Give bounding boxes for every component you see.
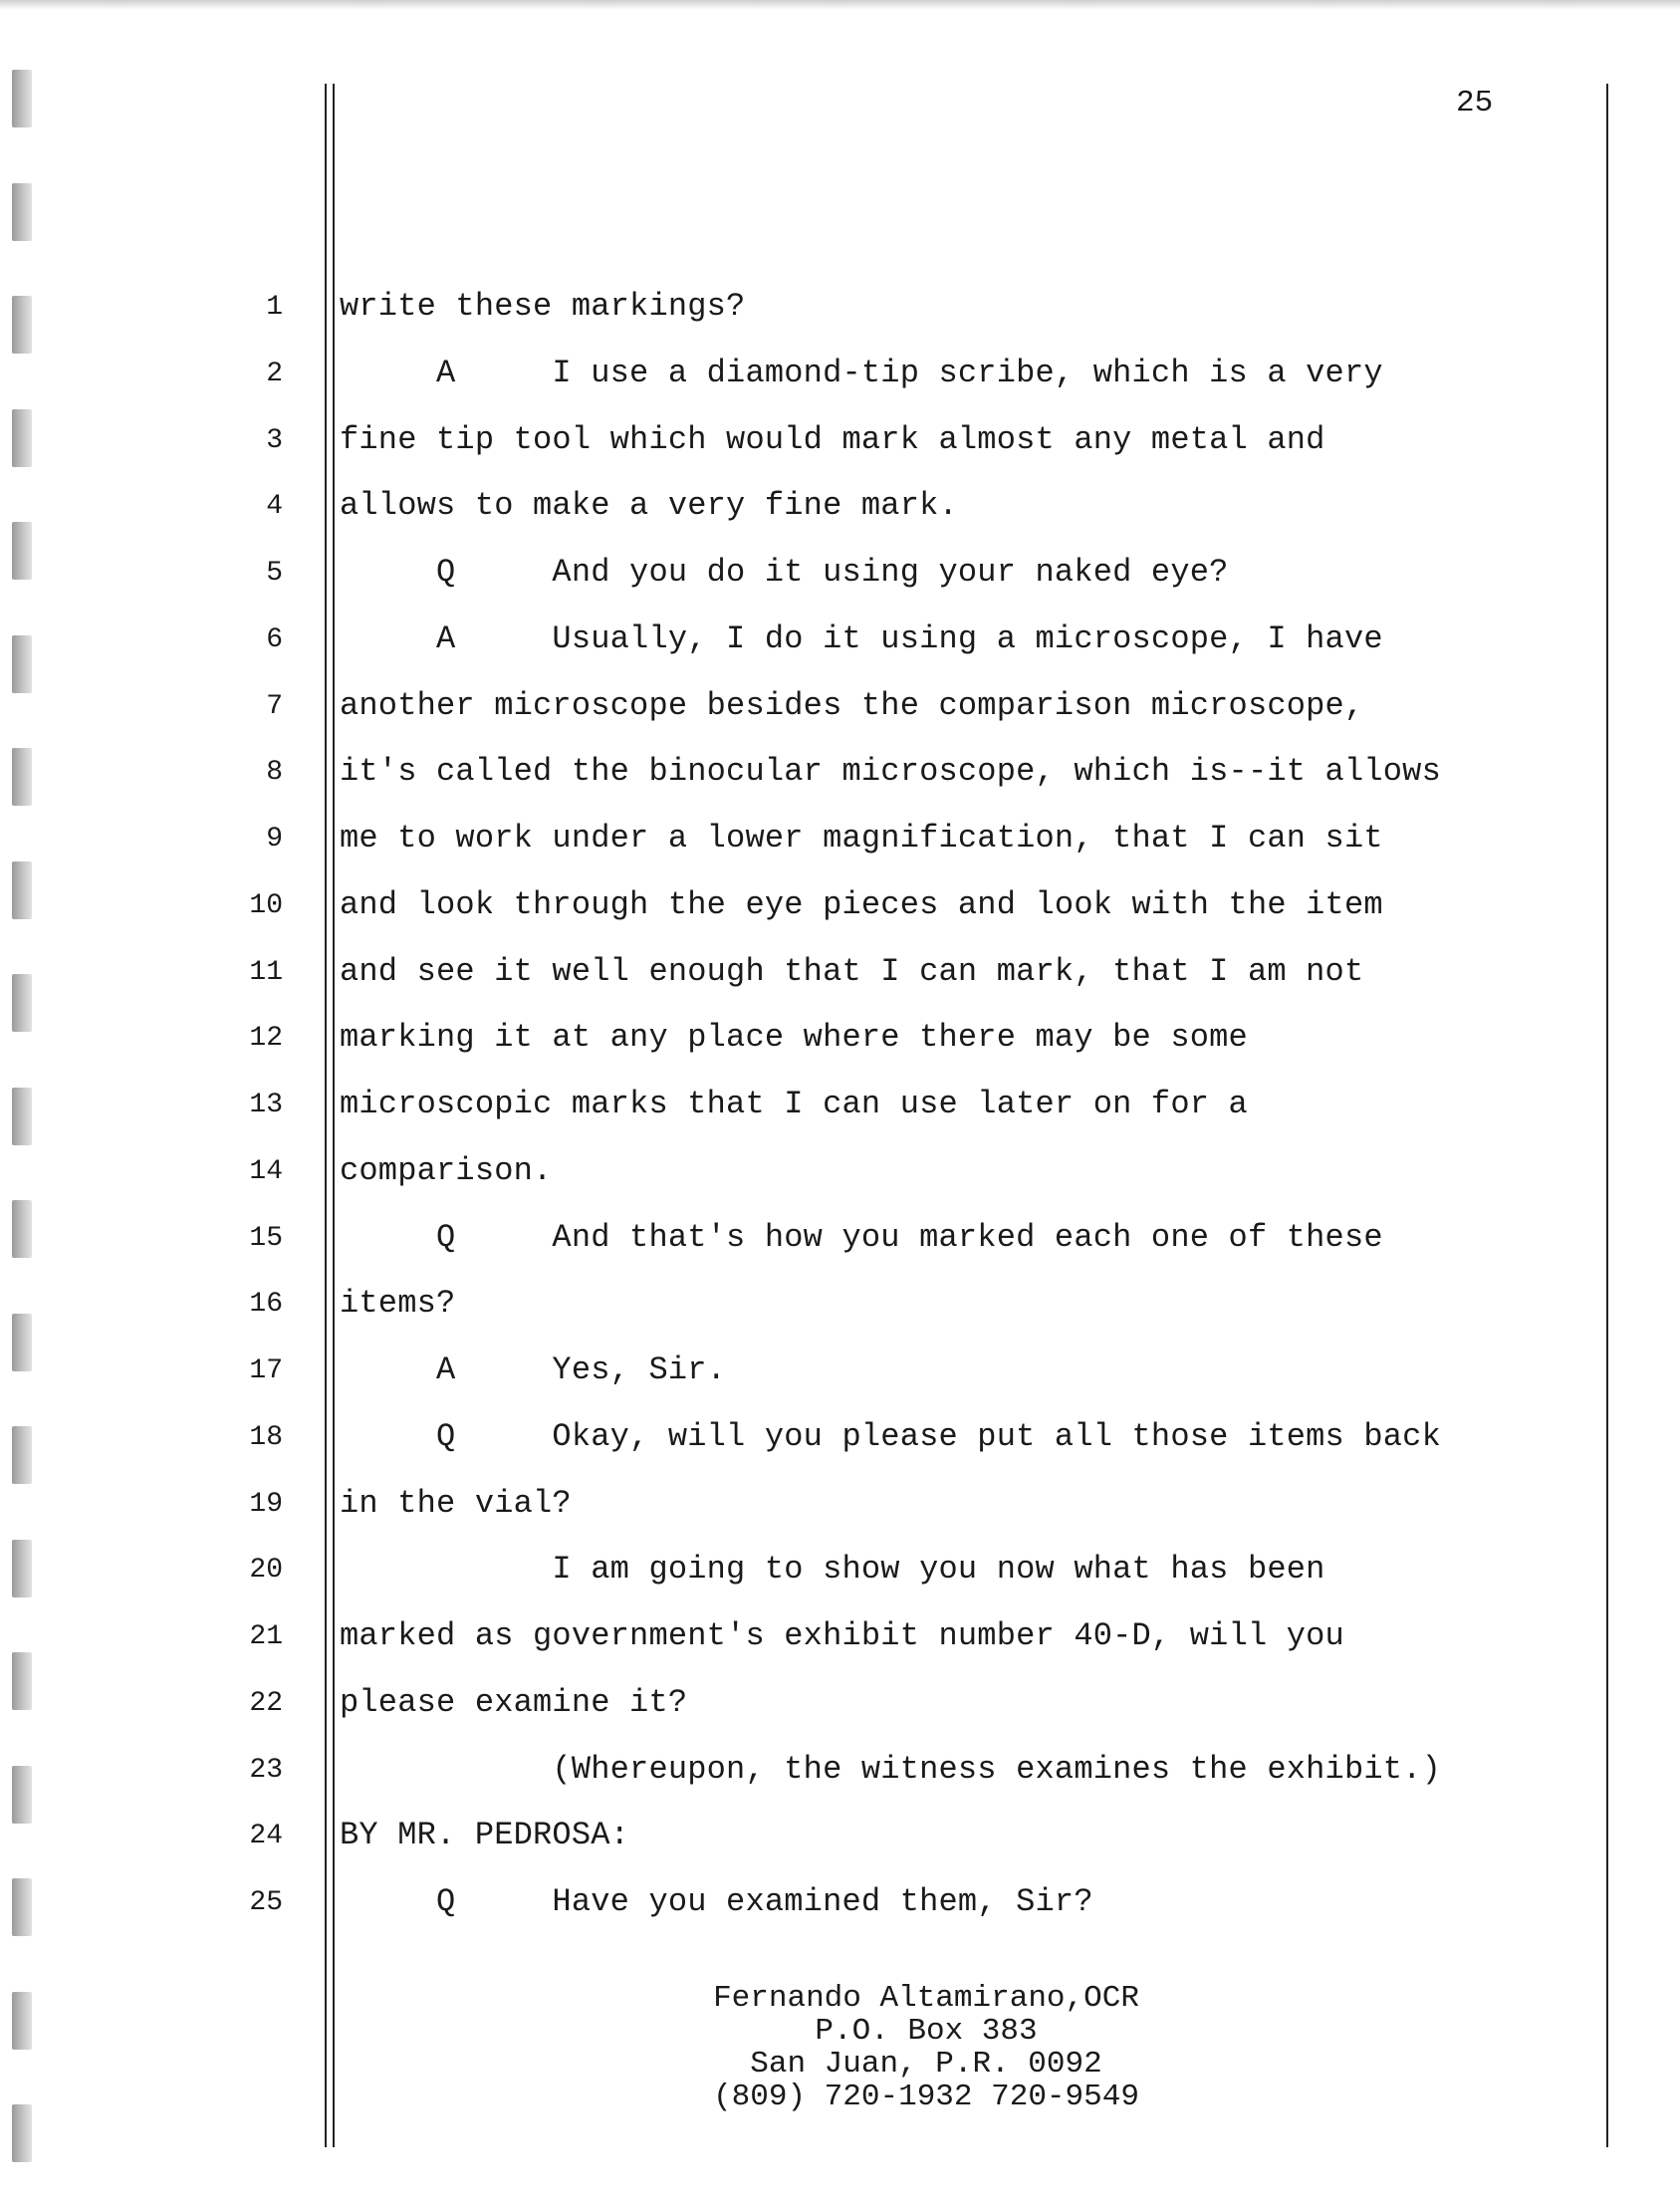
transcript-line: marking it at any place where there may be some (340, 1019, 1248, 1056)
binder-hole (12, 748, 32, 806)
reporter-city: San Juan, P.R. 0092 (750, 2047, 1102, 2082)
binder-hole (12, 635, 32, 693)
scan-top-edge (0, 0, 1680, 10)
binder-hole (12, 861, 32, 919)
transcript-line: microscopic marks that I can use later on for a (340, 1086, 1248, 1122)
line-number: 10 (249, 890, 283, 921)
reporter-po-box: P.O. Box 383 (815, 2014, 1038, 2049)
binder-hole (12, 522, 32, 580)
transcript-line: Q And that's how you marked each one of these (340, 1219, 1383, 1256)
line-number: 5 (266, 558, 283, 589)
binder-hole (12, 296, 32, 354)
line-number: 22 (249, 1688, 283, 1719)
line-number: 21 (249, 1621, 283, 1652)
transcript-line: and see it well enough that I can mark, that I am not (340, 953, 1364, 990)
page-number: 25 (1456, 86, 1494, 121)
reporter-name: Fernando Altamirano,OCR (713, 1981, 1139, 2016)
transcript-line: A Usually, I do it using a microscope, I have (340, 620, 1383, 657)
line-number: 15 (249, 1223, 283, 1254)
line-number: 12 (249, 1023, 283, 1054)
reporter-phones: (809) 720-1932 720-9549 (713, 2080, 1139, 2114)
binder-hole (12, 1878, 32, 1936)
line-number: 24 (249, 1821, 283, 1851)
binder-hole (12, 1766, 32, 1824)
line-number: 16 (249, 1289, 283, 1320)
line-number: 8 (266, 757, 283, 788)
left-margin-rule-outer (325, 84, 327, 2147)
transcript-line: in the vial? (340, 1485, 572, 1522)
line-number: 14 (249, 1156, 283, 1187)
transcript-line: please examine it? (340, 1684, 688, 1721)
line-number: 2 (266, 359, 283, 389)
transcript-line: write these markings? (340, 288, 746, 325)
line-number: 3 (266, 425, 283, 456)
binder-hole (12, 1200, 32, 1258)
line-number: 9 (266, 824, 283, 855)
transcript-line: BY MR. PEDROSA: (340, 1817, 630, 1853)
transcript-line: marked as government's exhibit number 40-D, will you (340, 1617, 1344, 1654)
binder-hole (12, 70, 32, 127)
line-number: 25 (249, 1887, 283, 1918)
line-number: 4 (266, 491, 283, 522)
line-number: 11 (249, 957, 283, 988)
transcript-line: another microscope besides the comparison microscope, (340, 687, 1364, 724)
transcript-line: I am going to show you now what has been (340, 1551, 1325, 1588)
binder-hole (12, 974, 32, 1032)
transcript-line: A Yes, Sir. (340, 1351, 727, 1388)
left-margin-rule-inner (333, 84, 335, 2147)
line-number: 13 (249, 1090, 283, 1120)
line-number: 7 (266, 691, 283, 722)
binder-hole (12, 1992, 32, 2050)
transcript-line: Q Have you examined them, Sir? (340, 1883, 1093, 1920)
right-margin-rule (1606, 84, 1608, 2147)
transcript-line: Q Okay, will you please put all those items back (340, 1418, 1441, 1455)
line-number: 19 (249, 1489, 283, 1520)
binder-hole (12, 1652, 32, 1710)
reporter-footer (518, 1982, 1334, 2113)
transcript-line: fine tip tool which would mark almost any metal and (340, 421, 1325, 458)
transcript-line: allows to make a very fine mark. (340, 487, 958, 524)
transcript-line: A I use a diamond-tip scribe, which is a very (340, 355, 1383, 391)
transcript-line: Q And you do it using your naked eye? (340, 554, 1229, 591)
binder-hole (12, 1088, 32, 1145)
transcript-line: (Whereupon, the witness examines the exhibit.) (340, 1751, 1441, 1788)
transcript-line: me to work under a lower magnification, that I can sit (340, 820, 1383, 857)
transcript-line: comparison. (340, 1152, 553, 1189)
binder-hole (12, 183, 32, 241)
line-number: 17 (249, 1355, 283, 1386)
binder-hole (12, 2104, 32, 2162)
line-number: 18 (249, 1422, 283, 1453)
transcript-line: and look through the eye pieces and look with the item (340, 886, 1383, 923)
binder-hole (12, 409, 32, 467)
line-number: 1 (266, 292, 283, 323)
line-number: 20 (249, 1555, 283, 1586)
transcript-line: it's called the binocular microscope, which is--it allows (340, 753, 1441, 790)
line-number: 6 (266, 624, 283, 655)
line-number: 23 (249, 1755, 283, 1786)
binder-hole (12, 1540, 32, 1597)
binder-hole (12, 1426, 32, 1484)
transcript-line: items? (340, 1285, 456, 1322)
binder-hole (12, 1314, 32, 1371)
